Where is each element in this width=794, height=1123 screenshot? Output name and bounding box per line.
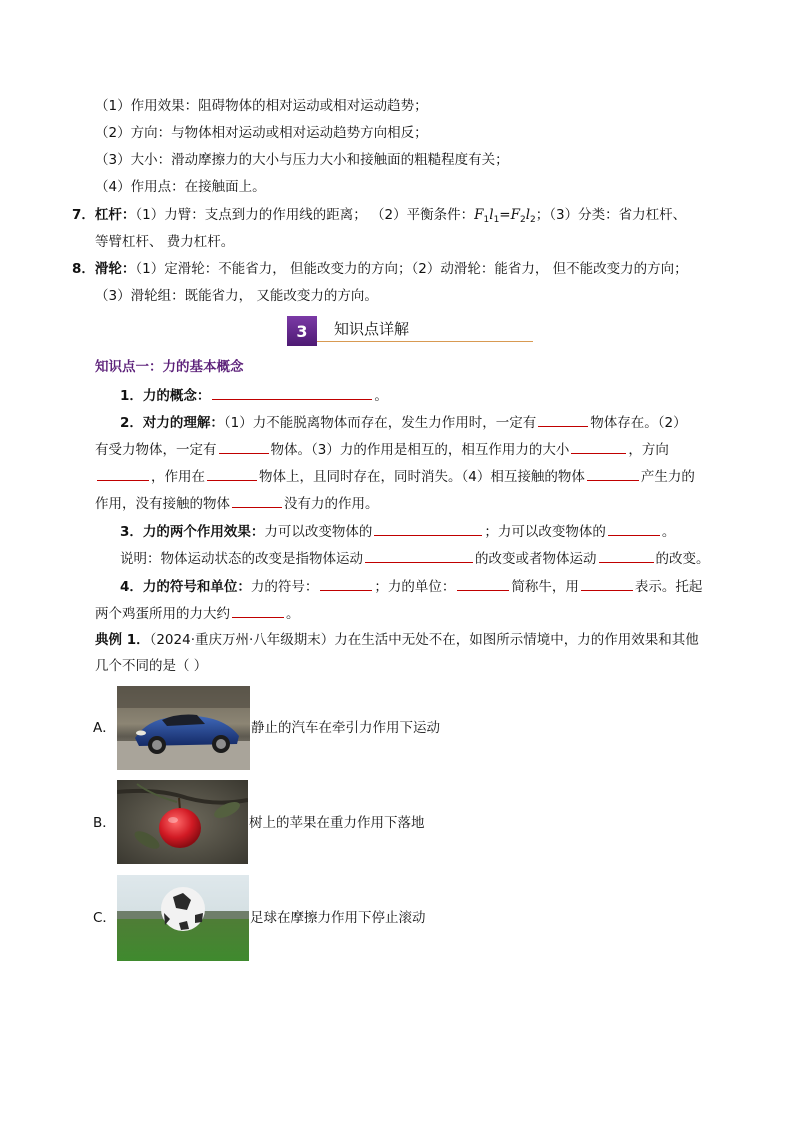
apple-image — [117, 780, 248, 864]
option-c-text[interactable]: 足球在摩擦力作用下停止滚动 — [250, 910, 426, 926]
effects-note: 说明：物体运动状态的改变是指物体运动 的改变或者物体运动 的改变。 — [120, 547, 710, 569]
formula-f2: F — [510, 207, 520, 223]
blank — [599, 547, 654, 563]
section-title: 知识点详解 — [334, 320, 410, 338]
blank — [587, 465, 639, 481]
section-underline — [317, 341, 533, 342]
understanding-line-4: 作用，没有接触的物体 没有力的作用。 — [95, 492, 379, 514]
option-a-text[interactable]: 静止的汽车在牵引力作用下运动 — [251, 720, 440, 736]
option-c-letter[interactable]: C． — [93, 910, 116, 926]
effects-line: 3．力的两个作用效果：力可以改变物体的 ；力可以改变物体的 。 — [120, 520, 675, 542]
example-question-line-1: 典例 1．（2024·重庆万州·八年级期末）力在生活中无处不在，如图所示情境中，力的作用效果和其他 — [95, 632, 699, 648]
friction-magnitude: （3）大小：滑动摩擦力的大小与压力大小和接触面的粗糙程度有关； — [95, 152, 509, 168]
blank — [571, 438, 626, 454]
blank — [219, 438, 269, 454]
item-8-line-1: 8．滑轮：（1）定滑轮：不能省力， 但能改变力的方向；（2）动滑轮：能省力， 但不能改变力的方向； — [72, 261, 688, 277]
example-source: （2024·重庆万州·八年级期末） — [149, 632, 335, 648]
item-8-title: 滑轮： — [94, 261, 136, 277]
concept-line: 1．力的概念： 。 — [120, 384, 388, 406]
blank — [320, 575, 372, 591]
item-7-text-b: ；（3）分类：省力杠杆、 — [535, 207, 687, 223]
section-number-badge: 3 — [287, 316, 317, 346]
option-b-letter[interactable]: B． — [93, 815, 116, 831]
blank — [212, 384, 372, 400]
blank — [374, 520, 482, 536]
friction-point: （4）作用点：在接触面上。 — [95, 179, 266, 195]
formula-f1: F — [474, 207, 484, 223]
friction-effect: （1）作用效果：阻碍物体的相对运动或相对运动趋势； — [95, 98, 428, 114]
option-a-letter[interactable]: A． — [93, 720, 116, 736]
option-b-text[interactable]: 树上的苹果在重力作用下落地 — [249, 815, 425, 831]
blank — [232, 602, 284, 618]
understanding-line-2: 有受力物体，一定有 物体。（3）力的作用是相互的，相互作用力的大小 ，方向 — [95, 438, 669, 460]
item-7-line-2: 等臂杠杆、 费力杠杆。 — [95, 234, 235, 250]
knowledge-point-heading: 知识点一：力的基本概念 — [95, 359, 244, 375]
symbol-unit-line-2: 两个鸡蛋所用的力大约 。 — [95, 602, 300, 624]
item-7-line-1: 7．杠杆：（1）力臂：支点到力的作用线的距离； （2）平衡条件：$F_1l_1=F_2l_2$；（3）分类：省力杠杆、 — [72, 207, 687, 225]
symbol-unit-line-1: 4．力的符号和单位：力的符号： ；力的单位： 简称牛，用 表示。托起 — [120, 575, 702, 597]
item-8-number: 8． — [72, 261, 95, 277]
blank — [365, 547, 473, 563]
football-image — [117, 875, 249, 961]
item-7-title: 杠杆： — [94, 207, 136, 223]
item-7-number: 7． — [72, 207, 95, 223]
car-image — [117, 686, 250, 770]
example-question-line-2: 几个不同的是（ ） — [95, 658, 208, 674]
blank — [608, 520, 660, 536]
item-7-text-a: （1）力臂：支点到力的作用线的距离； （2）平衡条件： — [135, 207, 475, 223]
friction-direction: （2）方向：与物体相对运动或相对运动趋势方向相反； — [95, 125, 428, 141]
understanding-line-3: ，作用在 物体上，且同时存在，同时消失。（4）相互接触的物体 产生力的 — [95, 465, 695, 487]
blank — [232, 492, 282, 508]
blank — [457, 575, 509, 591]
example-label: 典例 1． — [95, 632, 150, 648]
blank — [97, 465, 149, 481]
blank — [207, 465, 257, 481]
understanding-line-1: 2．对力的理解：（1）力不能脱离物体而存在，发生力作用时，一定有 物体存在。（2） — [120, 411, 687, 433]
blank — [538, 411, 588, 427]
blank — [581, 575, 633, 591]
item-8-line-2: （3）滑轮组：既能省力， 又能改变力的方向。 — [95, 288, 378, 304]
